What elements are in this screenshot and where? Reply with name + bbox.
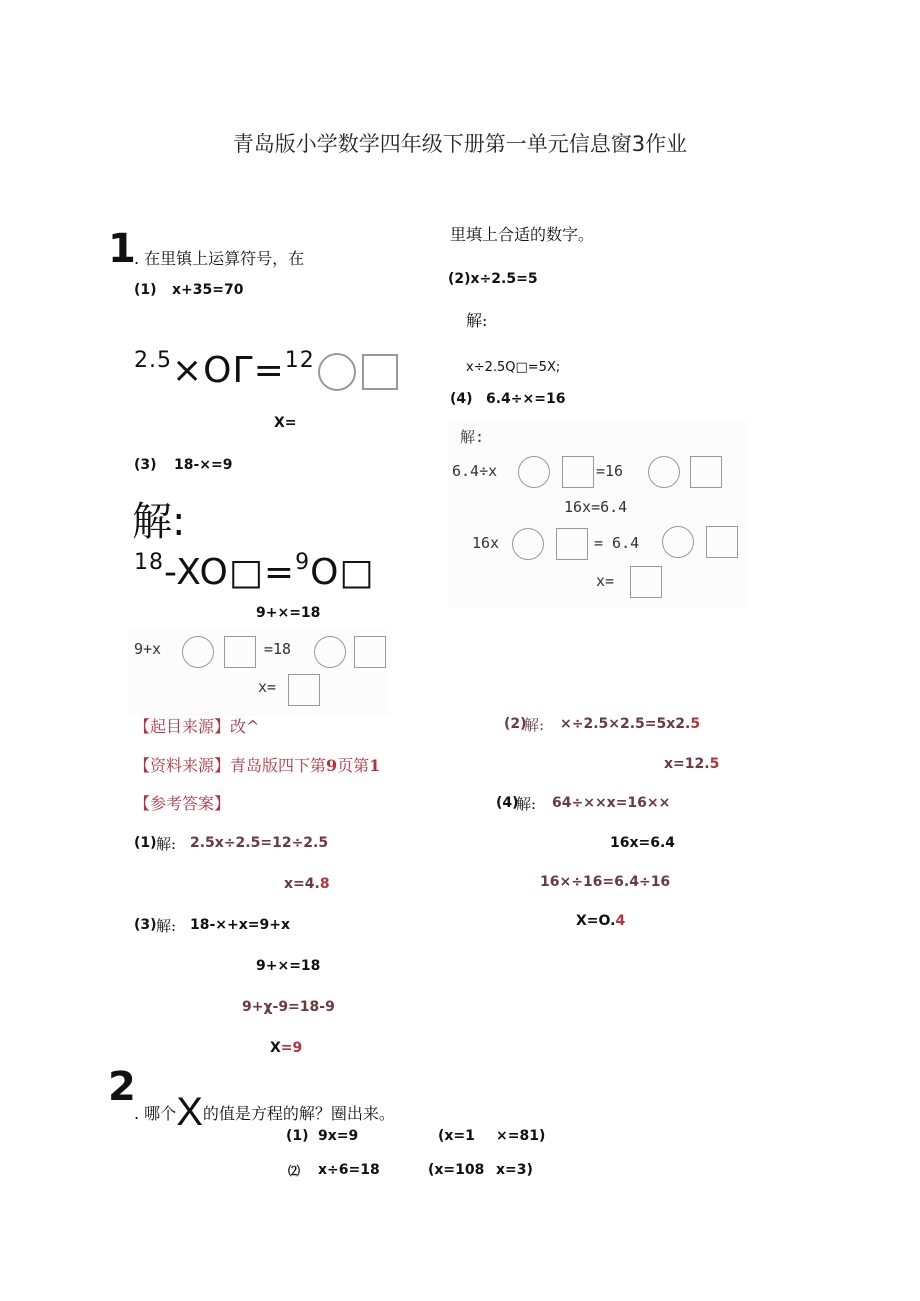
p3-big-b: -XO□=	[164, 552, 296, 593]
question-2-number: 2	[108, 1064, 136, 1110]
a4-label: (4)	[496, 795, 519, 811]
p4-hw-a: 6.4÷x	[452, 462, 498, 480]
p3-big-c: 9	[295, 550, 311, 575]
question-2-text-a: . 哪个	[134, 1104, 177, 1123]
square-blank	[350, 636, 390, 668]
p3-label: (3)	[134, 457, 157, 473]
a3-x-tail: =9	[280, 1040, 303, 1056]
p4-label: (4)	[450, 391, 473, 407]
page-title: 青岛版小学数学四年级下册第一单元信息窗3作业	[232, 132, 688, 156]
square-blank	[686, 456, 726, 488]
a2-equation-tail: 5	[690, 716, 701, 732]
q2-r2-option-b: x=3)	[496, 1162, 533, 1178]
a3-label: (3)	[134, 917, 157, 933]
a1-equation: 2.5x÷2.5=12÷2.5	[190, 835, 329, 851]
a2-equation	[560, 716, 700, 732]
p4-hw-x: x=	[596, 572, 615, 590]
jie-big: 解:	[132, 499, 186, 545]
question-1-number: 1	[108, 226, 136, 272]
p1-equation: x+35=70	[172, 282, 244, 298]
q2-r2-equation: x÷6=18	[318, 1162, 380, 1178]
p4-hw-d: 16x	[472, 534, 500, 552]
p3-hw-b: =18	[264, 640, 292, 658]
circle-blank	[514, 456, 554, 488]
p3-big-d: O□	[310, 552, 375, 593]
square-blank	[558, 456, 598, 488]
q2-r2-label: ⑵	[288, 1164, 301, 1178]
answer-source-1: 【起目来源】改^	[134, 717, 260, 736]
a4-equation-2: 16x=6.4	[610, 835, 676, 851]
a4-jie: 解:	[516, 795, 537, 813]
p3-big-a: 18	[134, 550, 164, 575]
a4-equation-1: 64÷××x=16××	[552, 795, 671, 811]
q2-r2-option-a: (x=108	[428, 1162, 485, 1178]
q2-r1-option-b: ×=81)	[496, 1128, 546, 1144]
a2-jie: 解:	[524, 716, 545, 734]
a2-x-main: x=12.	[664, 756, 710, 772]
p4-jie: 解:	[460, 428, 485, 446]
p1-big-c: OΓ=	[203, 350, 285, 391]
p1-big-b: ×	[172, 350, 204, 391]
a2-equation-main: ×÷2.5×2.5=5x2.	[560, 716, 691, 732]
question-2-text-x: X	[176, 1090, 203, 1134]
circle-blank	[178, 636, 218, 668]
circle-blank	[508, 528, 548, 560]
circle-blank	[318, 353, 356, 391]
q2-r1-option-a: (x=1	[438, 1128, 475, 1144]
circle-blank	[644, 456, 684, 488]
square-blank	[284, 674, 324, 706]
answer-source-2-b: 9	[326, 756, 338, 775]
p1-big-equation	[134, 350, 401, 391]
q2-r1-equation: 9x=9	[318, 1128, 359, 1144]
p2-jie: 解:	[466, 311, 488, 330]
q2-r1-label: (1)	[286, 1128, 309, 1144]
p3-line1: 9+×=18	[256, 605, 321, 621]
p1-x: X=	[274, 415, 297, 431]
p4-hw-c: 16x=6.4	[564, 498, 628, 516]
a4-x-main: X=O.	[576, 913, 616, 929]
p2-label: (2)x÷2.5=5	[448, 271, 538, 287]
answer-source-2-a: 【资料来源】青岛版四下第	[134, 756, 327, 775]
question-2-text-b: 的值是方程的解？圈出来。	[202, 1104, 395, 1123]
a1-x-main: x=4.	[284, 876, 320, 892]
a3-jie: 解:	[156, 917, 177, 935]
square-blank	[552, 528, 592, 560]
circle-blank	[658, 526, 698, 558]
a3-x	[270, 1040, 302, 1056]
answer-source-2	[134, 753, 380, 776]
p2-line: x÷2.5Q□=5X;	[466, 360, 561, 375]
a3-equation-3: 9+χ-9=18-9	[242, 999, 335, 1015]
square-blank	[702, 526, 742, 558]
p4-hw-e: = 6.4	[594, 534, 640, 552]
a1-x	[284, 876, 330, 892]
p3-hw-a: 9+x	[134, 640, 162, 658]
a4-x-tail: 4	[615, 913, 626, 929]
p3-equation: 18-×=9	[174, 457, 233, 473]
p4-equation: 6.4÷×=16	[486, 391, 566, 407]
circle-blank	[310, 636, 350, 668]
a1-jie: 解:	[156, 835, 177, 853]
square-blank	[220, 636, 260, 668]
question-1-intro-right: 里填上合适的数字。	[450, 225, 595, 244]
p3-hw-x: x=	[258, 678, 277, 696]
a2-x	[664, 756, 719, 772]
a3-equation-1: 18-×+x=9+x	[190, 917, 291, 933]
square-blank	[362, 354, 398, 390]
answer-source-2-c: 页第	[337, 756, 370, 775]
answer-source-2-d: 1	[369, 756, 381, 775]
p3-big-equation	[134, 552, 374, 593]
question-2-text	[134, 1084, 395, 1134]
reference-answer-heading: 【参考答案】	[134, 794, 231, 813]
question-1-intro-left: . 在里镇上运算符号，在	[134, 249, 305, 268]
a1-x-tail: 8	[319, 876, 330, 892]
a2-x-tail: 5	[709, 756, 720, 772]
a2-label: (2)	[504, 716, 527, 732]
p1-big-d: 12	[284, 348, 315, 373]
a1-label: (1)	[134, 835, 157, 851]
a4-x	[576, 913, 625, 929]
p1-label: (1)	[134, 282, 157, 298]
square-blank	[626, 566, 666, 598]
p1-big-a: 2.5	[134, 348, 172, 373]
p4-work-panel	[448, 422, 748, 608]
p3-work-panel	[128, 630, 390, 716]
p4-hw-b: =16	[596, 462, 624, 480]
a3-equation-2: 9+×=18	[256, 958, 321, 974]
a3-x-main: X	[270, 1040, 281, 1056]
a4-equation-3: 16×÷16=6.4÷16	[540, 874, 671, 890]
